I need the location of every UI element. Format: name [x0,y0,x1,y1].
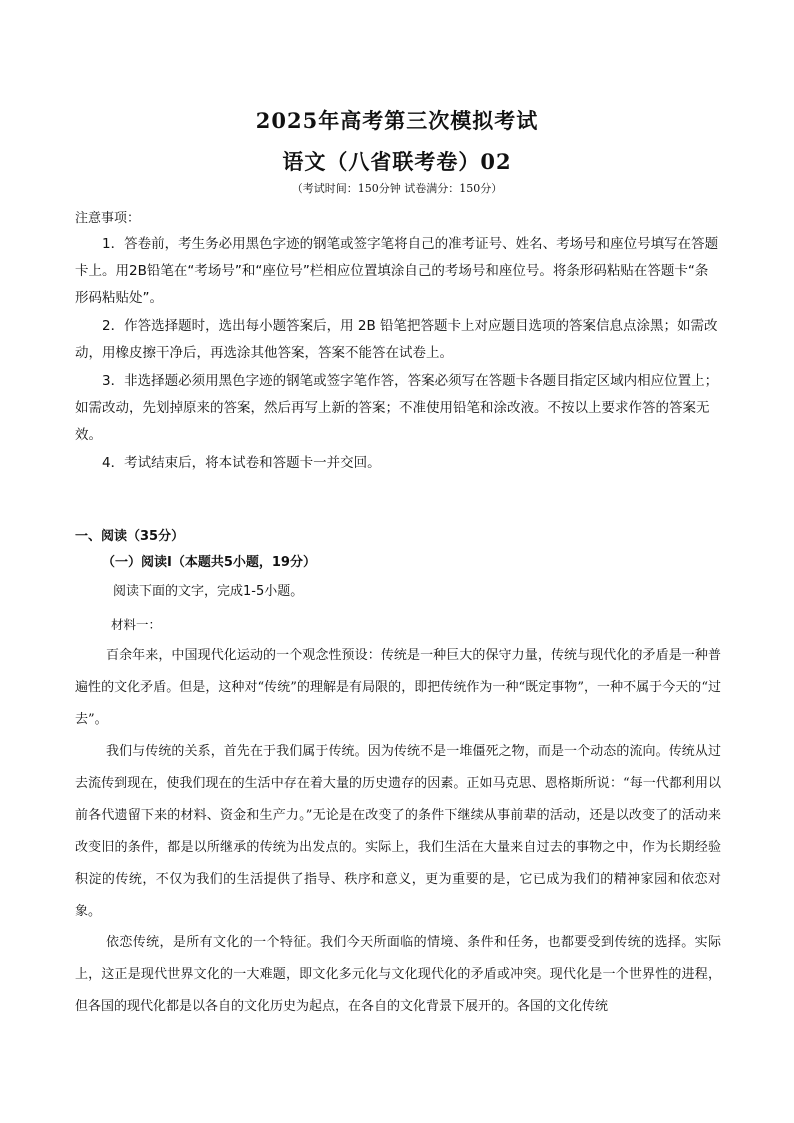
notice-item-text: 1．答卷前，考生务必用黑色字迹的钢笔或签字笔将自己的准考证号、姓名、考场号和座位号填写在答题卡上。用2B铅笔在“考场号”和“座位号”栏相应位置填涂自己的考场号和座位号。将条形码粘贴在答题卡“条形码粘贴处”。 [75,236,719,306]
reading-instruction: 阅读下面的文字，完成1-5小题。 [113,584,304,599]
section-title: 一、阅读（35分） [75,529,185,544]
notice-item [75,313,721,367]
paragraph-text: 依恋传统，是所有文化的一个特征。我们今天所面临的情境、条件和任务，也都要受到传统的选择。实际上，这正是现代世界文化的一大难题，即文化多元化与文化现代化的矛盾或冲突。现代化是一个世界性的进程，但各国的现代化都是以各自的文化历史为起点，在各自的文化背景下展开的。各国的文化传统 [75,935,721,1014]
paragraph-text: 我们与传统的关系，首先在于我们属于传统。因为传统不是一堆僵死之物，而是一个动态的流向。传统从过去流传到现在，使我们现在的生活中存在着大量的历史遗存的因素。正如马克思、恩格斯所说：“每一代都利用以前各代遗留下来的材料、资金和生产力。”无论是在改变了的条件下继续从事前辈的活动，还是以改变了的活动来改变旧的条件，都是以所继承的传统为出发点的。实际上，我们生活在大量来自过去的事物之中，作为长期经验积淀的传统，不仅为我们的生活提供了指导、秩序和意义，更为重要的是，它已成为我们的精神家园和依恋对象。 [75,744,721,919]
passage-paragraph [75,640,721,736]
notice-item-text: 2．作答选择题时，选出每小题答案后，用 2B 铅笔把答题卡上对应题目选项的答案信息点涂黑；如需改动，用橡皮擦干净后，再选涂其他答案，答案不能答在试卷上。 [75,318,718,361]
material-label: 材料一： [111,617,162,632]
notice-item [75,450,721,477]
notice-item [75,368,721,449]
exam-info: （考试时间：150分钟 试卷满分：150分） [291,182,503,195]
exam-title: 2025年高考第三次模拟考试 [255,108,539,133]
notice-item-text: 4．考试结束后，将本试卷和答题卡一并交回。 [102,455,381,471]
notice-heading: 注意事项： [75,211,141,226]
passage-paragraph [75,736,721,928]
passage-paragraph [75,927,721,1023]
paragraph-text: 百余年来，中国现代化运动的一个观念性预设：传统是一种巨大的保守力量，传统与现代化的矛盾是一种普遍性的文化矛盾。但是，这种对“传统”的理解是有局限的，即把传统作为一种“既定事物”，一种不属于今天的“过去”。 [75,648,721,727]
subsection-title: （一）阅读Ⅰ（本题共5小题，19分） [102,555,316,570]
notice-item [75,231,721,312]
exam-subject: 语文（八省联考卷）02 [282,149,512,174]
notice-item-text: 3．非选择题必须用黑色字迹的钢笔或签字笔作答，答案必须写在答题卡各题目指定区域内相应位置上；如需改动，先划掉原来的答案，然后再写上新的答案；不准使用铅笔和涂改液。不按以上要求作答的答案无效。 [75,373,719,443]
